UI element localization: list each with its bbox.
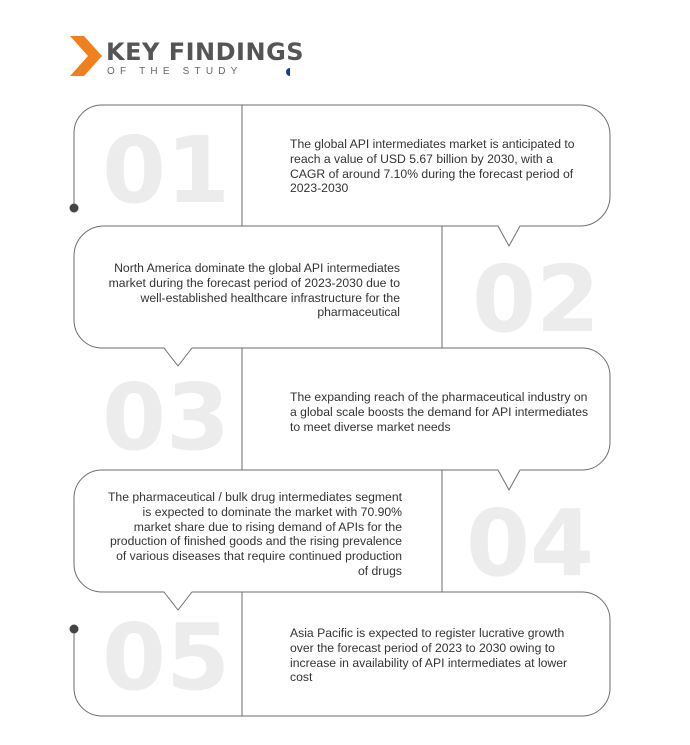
page-subtitle: OF THE STUDY <box>107 66 243 77</box>
finding-text: The expanding reach of the pharmaceutical industry on a global scale boosts the demand for API intermediates to meet diverse market needs <box>290 390 589 434</box>
finding-number: 05 <box>102 604 231 711</box>
finding-text: North America dominate the global API intermediates market during the forecast period of 2023-2030 due to well-established healthcare infrastructure for the pharmaceutical <box>108 261 400 320</box>
finding-number: 04 <box>466 490 595 597</box>
finding-text: Asia Pacific is expected to register lucrative growth over the forecast period of 2023 to 2030 owing to increase in availability of API intermediates at lower cost <box>290 626 568 685</box>
timeline-start-dot <box>70 204 79 213</box>
page-title: KEY FINDINGS <box>106 38 305 66</box>
finding-number: 03 <box>102 364 231 471</box>
finding-text: The global API intermediates market is anticipated to reach a value of USD 5.67 billion by 2030, with a CAGR of around 7.10% during the forecast period of 2023-2030 <box>290 137 575 196</box>
finding-text: The pharmaceutical / bulk drug intermediates segment is expected to dominate the market with 70.90% market share due to rising demand of APIs for the production of finished goods and the rising prevalence of various diseases that require continued production of drugs <box>107 490 402 578</box>
finding-number: 01 <box>102 117 231 224</box>
finding-number: 02 <box>472 246 601 353</box>
timeline-end-dot <box>70 625 79 634</box>
